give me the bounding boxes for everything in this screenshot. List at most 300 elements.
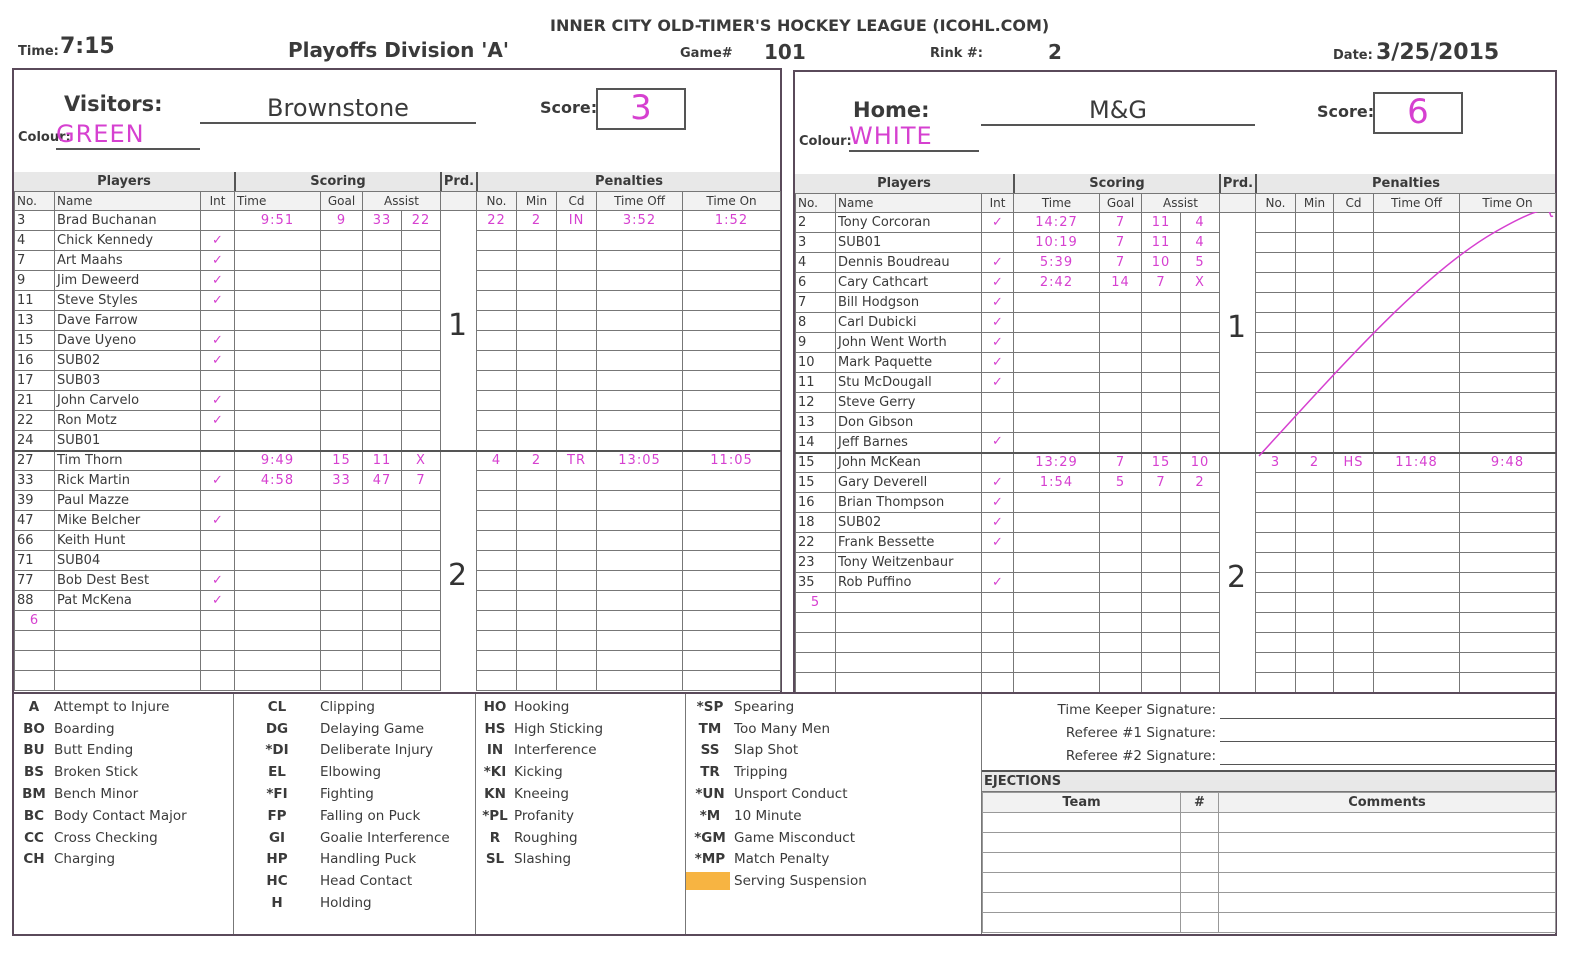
penalty-player-no[interactable] bbox=[477, 411, 517, 431]
penalty-time-off[interactable] bbox=[597, 471, 683, 491]
assist-2[interactable]: 7 bbox=[402, 471, 441, 491]
penalty-time-on[interactable] bbox=[1460, 593, 1556, 613]
player-name[interactable]: John McKean bbox=[836, 453, 982, 473]
assist-1[interactable] bbox=[363, 651, 402, 671]
player-number[interactable]: 4 bbox=[15, 231, 55, 251]
penalty-time-off[interactable]: 13:05 bbox=[597, 451, 683, 471]
penalty-time-on[interactable] bbox=[683, 471, 781, 491]
player-int-check[interactable] bbox=[201, 491, 235, 511]
goal-time[interactable] bbox=[235, 531, 321, 551]
penalty-code[interactable] bbox=[1334, 633, 1374, 653]
penalty-time-on[interactable] bbox=[683, 431, 781, 451]
penalty-player-no[interactable] bbox=[477, 371, 517, 391]
player-int-check[interactable]: ✓ bbox=[982, 573, 1014, 593]
penalty-time-off[interactable] bbox=[597, 291, 683, 311]
penalty-player-no[interactable] bbox=[1256, 653, 1296, 673]
penalty-time-off[interactable] bbox=[1374, 573, 1460, 593]
penalty-code[interactable] bbox=[557, 651, 597, 671]
penalty-time-off[interactable] bbox=[597, 531, 683, 551]
player-int-check[interactable]: ✓ bbox=[201, 331, 235, 351]
penalty-player-no[interactable] bbox=[477, 271, 517, 291]
penalty-time-on[interactable]: 11:05 bbox=[683, 451, 781, 471]
penalty-code[interactable] bbox=[557, 271, 597, 291]
penalty-time-off[interactable] bbox=[597, 631, 683, 651]
penalty-player-no[interactable] bbox=[477, 251, 517, 271]
player-name[interactable]: Brian Thompson bbox=[836, 493, 982, 513]
penalty-player-no[interactable] bbox=[477, 591, 517, 611]
player-name[interactable] bbox=[836, 653, 982, 673]
assist-2[interactable] bbox=[1181, 393, 1220, 413]
player-number[interactable]: 66 bbox=[15, 531, 55, 551]
assist-1[interactable] bbox=[363, 551, 402, 571]
goal-time[interactable]: 10:19 bbox=[1014, 233, 1100, 253]
penalty-player-no[interactable] bbox=[477, 291, 517, 311]
assist-2[interactable] bbox=[402, 651, 441, 671]
player-int-check[interactable]: ✓ bbox=[201, 571, 235, 591]
player-int-check[interactable] bbox=[201, 311, 235, 331]
player-name[interactable]: Chick Kennedy bbox=[55, 231, 201, 251]
penalty-code[interactable] bbox=[557, 231, 597, 251]
assist-1[interactable] bbox=[363, 531, 402, 551]
penalty-player-no[interactable] bbox=[1256, 513, 1296, 533]
player-number[interactable] bbox=[15, 651, 55, 671]
penalty-player-no[interactable] bbox=[477, 651, 517, 671]
player-name[interactable]: Tim Thorn bbox=[55, 451, 201, 471]
referee2-signature-line[interactable] bbox=[1220, 764, 1556, 765]
penalty-time-on[interactable] bbox=[683, 391, 781, 411]
penalty-time-on[interactable] bbox=[683, 371, 781, 391]
penalty-minutes[interactable] bbox=[1296, 653, 1334, 673]
player-name[interactable] bbox=[55, 671, 201, 691]
goal-time[interactable] bbox=[1014, 573, 1100, 593]
penalty-time-off[interactable] bbox=[597, 491, 683, 511]
goal-scorer[interactable] bbox=[1100, 633, 1142, 653]
assist-2[interactable] bbox=[402, 611, 441, 631]
assist-1[interactable] bbox=[1142, 533, 1181, 553]
penalty-time-off[interactable] bbox=[597, 511, 683, 531]
player-name[interactable]: SUB04 bbox=[55, 551, 201, 571]
penalty-minutes[interactable] bbox=[517, 531, 557, 551]
player-int-check[interactable] bbox=[982, 233, 1014, 253]
assist-2[interactable] bbox=[1181, 433, 1220, 453]
player-number[interactable]: 11 bbox=[15, 291, 55, 311]
assist-2[interactable]: 2 bbox=[1181, 473, 1220, 493]
assist-2[interactable] bbox=[402, 271, 441, 291]
penalty-time-on[interactable]: 9:48 bbox=[1460, 453, 1556, 473]
player-int-check[interactable] bbox=[201, 431, 235, 451]
penalty-time-off[interactable] bbox=[597, 591, 683, 611]
player-name[interactable]: SUB01 bbox=[55, 431, 201, 451]
player-int-check[interactable]: ✓ bbox=[982, 473, 1014, 493]
player-name[interactable]: Gary Deverell bbox=[836, 473, 982, 493]
assist-2[interactable] bbox=[402, 251, 441, 271]
assist-1[interactable] bbox=[363, 311, 402, 331]
penalty-time-off[interactable]: 11:48 bbox=[1374, 453, 1460, 473]
assist-2[interactable] bbox=[1181, 573, 1220, 593]
assist-1[interactable] bbox=[1142, 313, 1181, 333]
ejection-row[interactable] bbox=[983, 853, 1556, 873]
ejection-row[interactable] bbox=[983, 833, 1556, 853]
player-int-check[interactable]: ✓ bbox=[982, 373, 1014, 393]
penalty-player-no[interactable] bbox=[1256, 473, 1296, 493]
assist-1[interactable]: 15 bbox=[1142, 453, 1181, 473]
player-name[interactable]: Art Maahs bbox=[55, 251, 201, 271]
assist-1[interactable]: 7 bbox=[1142, 273, 1181, 293]
goal-scorer[interactable] bbox=[321, 271, 363, 291]
assist-1[interactable] bbox=[1142, 593, 1181, 613]
penalty-player-no[interactable] bbox=[477, 571, 517, 591]
player-number[interactable] bbox=[15, 631, 55, 651]
assist-2[interactable] bbox=[1181, 533, 1220, 553]
assist-1[interactable] bbox=[1142, 413, 1181, 433]
penalty-time-on[interactable] bbox=[1460, 493, 1556, 513]
player-int-check[interactable]: ✓ bbox=[201, 391, 235, 411]
goal-scorer[interactable] bbox=[321, 231, 363, 251]
goal-time[interactable] bbox=[235, 231, 321, 251]
penalty-time-on[interactable] bbox=[683, 231, 781, 251]
assist-2[interactable]: 10 bbox=[1181, 453, 1220, 473]
assist-2[interactable] bbox=[402, 491, 441, 511]
penalty-minutes[interactable] bbox=[1296, 513, 1334, 533]
penalty-player-no[interactable] bbox=[477, 351, 517, 371]
goal-time[interactable] bbox=[1014, 373, 1100, 393]
player-number[interactable]: 22 bbox=[15, 411, 55, 431]
player-number[interactable] bbox=[796, 633, 836, 653]
penalty-code[interactable] bbox=[557, 631, 597, 651]
penalty-player-no[interactable] bbox=[477, 231, 517, 251]
penalty-time-off[interactable] bbox=[1374, 633, 1460, 653]
goal-scorer[interactable] bbox=[321, 551, 363, 571]
assist-1[interactable] bbox=[363, 491, 402, 511]
penalty-player-no[interactable] bbox=[477, 551, 517, 571]
assist-2[interactable]: 4 bbox=[1181, 213, 1220, 233]
assist-2[interactable]: 22 bbox=[402, 211, 441, 231]
penalty-minutes[interactable] bbox=[1296, 633, 1334, 653]
penalty-time-on[interactable] bbox=[683, 611, 781, 631]
goal-scorer[interactable]: 9 bbox=[321, 211, 363, 231]
penalty-player-no[interactable]: 22 bbox=[477, 211, 517, 231]
goal-scorer[interactable] bbox=[1100, 613, 1142, 633]
penalty-time-off[interactable] bbox=[597, 371, 683, 391]
goal-scorer[interactable] bbox=[1100, 593, 1142, 613]
penalty-minutes[interactable] bbox=[517, 391, 557, 411]
penalty-code[interactable] bbox=[557, 291, 597, 311]
penalty-time-on[interactable] bbox=[1460, 653, 1556, 673]
player-number[interactable]: 39 bbox=[15, 491, 55, 511]
penalty-time-on[interactable] bbox=[1460, 533, 1556, 553]
goal-scorer[interactable] bbox=[1100, 393, 1142, 413]
penalty-minutes[interactable] bbox=[1296, 613, 1334, 633]
penalty-minutes[interactable] bbox=[517, 651, 557, 671]
player-int-check[interactable] bbox=[982, 593, 1014, 613]
penalty-code[interactable] bbox=[557, 431, 597, 451]
assist-1[interactable] bbox=[363, 351, 402, 371]
penalty-time-on[interactable] bbox=[683, 531, 781, 551]
player-name[interactable]: Brad Buchanan bbox=[55, 211, 201, 231]
player-name[interactable]: John Carvelo bbox=[55, 391, 201, 411]
goal-time[interactable] bbox=[235, 251, 321, 271]
goal-scorer[interactable]: 14 bbox=[1100, 273, 1142, 293]
player-number[interactable]: 5 bbox=[796, 593, 836, 613]
goal-scorer[interactable] bbox=[321, 351, 363, 371]
penalty-time-off[interactable] bbox=[1374, 653, 1460, 673]
penalty-time-off[interactable] bbox=[597, 271, 683, 291]
player-name[interactable] bbox=[836, 633, 982, 653]
player-int-check[interactable] bbox=[982, 393, 1014, 413]
player-number[interactable]: 24 bbox=[15, 431, 55, 451]
assist-2[interactable] bbox=[402, 391, 441, 411]
penalty-time-on[interactable] bbox=[1460, 633, 1556, 653]
player-name[interactable]: Keith Hunt bbox=[55, 531, 201, 551]
goal-scorer[interactable] bbox=[321, 491, 363, 511]
goal-scorer[interactable] bbox=[321, 671, 363, 691]
penalty-minutes[interactable] bbox=[1296, 473, 1334, 493]
penalty-player-no[interactable] bbox=[1256, 593, 1296, 613]
assist-1[interactable]: 11 bbox=[1142, 233, 1181, 253]
player-name[interactable]: Mark Paquette bbox=[836, 353, 982, 373]
player-name[interactable]: Tony Weitzenbaur bbox=[836, 553, 982, 573]
player-int-check[interactable]: ✓ bbox=[982, 353, 1014, 373]
assist-1[interactable] bbox=[1142, 673, 1181, 693]
penalty-code[interactable] bbox=[557, 531, 597, 551]
penalty-minutes[interactable]: 2 bbox=[517, 211, 557, 231]
assist-1[interactable]: 11 bbox=[363, 451, 402, 471]
goal-time[interactable] bbox=[1014, 633, 1100, 653]
goal-time[interactable] bbox=[235, 651, 321, 671]
goal-scorer[interactable] bbox=[321, 631, 363, 651]
player-name[interactable]: Steve Gerry bbox=[836, 393, 982, 413]
player-int-check[interactable]: ✓ bbox=[201, 591, 235, 611]
assist-2[interactable] bbox=[402, 351, 441, 371]
goal-time[interactable] bbox=[1014, 613, 1100, 633]
player-name[interactable]: Dennis Boudreau bbox=[836, 253, 982, 273]
goal-time[interactable] bbox=[235, 671, 321, 691]
assist-2[interactable] bbox=[402, 591, 441, 611]
player-int-check[interactable] bbox=[201, 551, 235, 571]
assist-1[interactable]: 47 bbox=[363, 471, 402, 491]
penalty-time-off[interactable] bbox=[1374, 553, 1460, 573]
penalty-time-off[interactable] bbox=[597, 671, 683, 691]
penalty-code[interactable] bbox=[557, 611, 597, 631]
assist-2[interactable]: X bbox=[1181, 273, 1220, 293]
assist-2[interactable] bbox=[1181, 653, 1220, 673]
penalty-minutes[interactable] bbox=[517, 231, 557, 251]
penalty-time-on[interactable]: 1:52 bbox=[683, 211, 781, 231]
penalty-minutes[interactable] bbox=[517, 551, 557, 571]
penalty-code[interactable] bbox=[557, 671, 597, 691]
penalty-code[interactable] bbox=[1334, 613, 1374, 633]
goal-time[interactable] bbox=[1014, 513, 1100, 533]
player-int-check[interactable] bbox=[982, 633, 1014, 653]
player-name[interactable]: Carl Dubicki bbox=[836, 313, 982, 333]
penalty-minutes[interactable] bbox=[517, 351, 557, 371]
player-int-check[interactable]: ✓ bbox=[201, 411, 235, 431]
goal-scorer[interactable] bbox=[1100, 413, 1142, 433]
assist-2[interactable] bbox=[402, 551, 441, 571]
goal-time[interactable] bbox=[1014, 313, 1100, 333]
player-name[interactable]: Ron Motz bbox=[55, 411, 201, 431]
penalty-time-off[interactable] bbox=[1374, 613, 1460, 633]
player-int-check[interactable]: ✓ bbox=[982, 273, 1014, 293]
goal-scorer[interactable]: 7 bbox=[1100, 253, 1142, 273]
assist-1[interactable] bbox=[1142, 513, 1181, 533]
assist-1[interactable] bbox=[1142, 653, 1181, 673]
player-number[interactable]: 12 bbox=[796, 393, 836, 413]
goal-time[interactable] bbox=[235, 311, 321, 331]
goal-time[interactable] bbox=[1014, 433, 1100, 453]
goal-scorer[interactable] bbox=[321, 251, 363, 271]
assist-2[interactable] bbox=[402, 631, 441, 651]
player-name[interactable]: Dave Uyeno bbox=[55, 331, 201, 351]
player-number[interactable]: 23 bbox=[796, 553, 836, 573]
goal-time[interactable]: 2:42 bbox=[1014, 273, 1100, 293]
penalty-time-on[interactable] bbox=[683, 511, 781, 531]
player-name[interactable]: Bob Dest Best bbox=[55, 571, 201, 591]
player-name[interactable]: Jeff Barnes bbox=[836, 433, 982, 453]
assist-2[interactable] bbox=[1181, 613, 1220, 633]
player-name[interactable]: SUB03 bbox=[55, 371, 201, 391]
goal-time[interactable] bbox=[235, 431, 321, 451]
penalty-code[interactable] bbox=[557, 371, 597, 391]
goal-scorer[interactable]: 5 bbox=[1100, 473, 1142, 493]
assist-2[interactable] bbox=[402, 291, 441, 311]
player-name[interactable]: Frank Bessette bbox=[836, 533, 982, 553]
penalty-time-off[interactable] bbox=[597, 411, 683, 431]
player-number[interactable]: 9 bbox=[796, 333, 836, 353]
penalty-code[interactable] bbox=[1334, 473, 1374, 493]
player-name[interactable]: Steve Styles bbox=[55, 291, 201, 311]
penalty-time-on[interactable] bbox=[1460, 673, 1556, 693]
penalty-player-no[interactable] bbox=[477, 311, 517, 331]
penalty-code[interactable] bbox=[1334, 553, 1374, 573]
player-number[interactable]: 17 bbox=[15, 371, 55, 391]
player-int-check[interactable] bbox=[201, 631, 235, 651]
penalty-code[interactable] bbox=[557, 411, 597, 431]
penalty-time-on[interactable] bbox=[683, 271, 781, 291]
goal-scorer[interactable] bbox=[1100, 553, 1142, 573]
penalty-code[interactable] bbox=[1334, 493, 1374, 513]
penalty-code[interactable] bbox=[557, 311, 597, 331]
penalty-player-no[interactable] bbox=[477, 531, 517, 551]
assist-1[interactable] bbox=[1142, 433, 1181, 453]
assist-2[interactable] bbox=[1181, 553, 1220, 573]
goal-time[interactable] bbox=[235, 291, 321, 311]
player-number[interactable]: 15 bbox=[15, 331, 55, 351]
goal-time[interactable] bbox=[1014, 653, 1100, 673]
penalty-minutes[interactable]: 2 bbox=[517, 451, 557, 471]
goal-scorer[interactable] bbox=[1100, 653, 1142, 673]
assist-2[interactable] bbox=[1181, 353, 1220, 373]
penalty-time-off[interactable] bbox=[1374, 593, 1460, 613]
goal-scorer[interactable] bbox=[1100, 493, 1142, 513]
penalty-player-no[interactable] bbox=[477, 631, 517, 651]
penalty-player-no[interactable] bbox=[477, 391, 517, 411]
penalty-minutes[interactable] bbox=[517, 611, 557, 631]
goal-scorer[interactable]: 15 bbox=[321, 451, 363, 471]
penalty-code[interactable] bbox=[1334, 573, 1374, 593]
player-int-check[interactable] bbox=[982, 413, 1014, 433]
assist-2[interactable] bbox=[1181, 293, 1220, 313]
player-number[interactable]: 27 bbox=[15, 451, 55, 471]
player-number[interactable]: 18 bbox=[796, 513, 836, 533]
penalty-code[interactable]: IN bbox=[557, 211, 597, 231]
goal-time[interactable] bbox=[235, 511, 321, 531]
ejection-row[interactable] bbox=[983, 913, 1556, 933]
penalty-time-on[interactable] bbox=[683, 491, 781, 511]
goal-scorer[interactable]: 7 bbox=[1100, 233, 1142, 253]
player-int-check[interactable]: ✓ bbox=[982, 313, 1014, 333]
player-int-check[interactable] bbox=[201, 671, 235, 691]
player-name[interactable] bbox=[55, 611, 201, 631]
player-name[interactable] bbox=[836, 613, 982, 633]
assist-1[interactable] bbox=[363, 631, 402, 651]
player-number[interactable]: 15 bbox=[796, 453, 836, 473]
goal-time[interactable] bbox=[235, 631, 321, 651]
goal-time[interactable] bbox=[235, 491, 321, 511]
penalty-time-off[interactable] bbox=[597, 611, 683, 631]
penalty-minutes[interactable] bbox=[517, 471, 557, 491]
penalty-time-on[interactable] bbox=[683, 651, 781, 671]
goal-time[interactable] bbox=[235, 391, 321, 411]
goal-time[interactable] bbox=[235, 571, 321, 591]
assist-1[interactable] bbox=[363, 591, 402, 611]
player-name[interactable]: SUB01 bbox=[836, 233, 982, 253]
player-name[interactable]: SUB02 bbox=[836, 513, 982, 533]
player-number[interactable]: 7 bbox=[796, 293, 836, 313]
penalty-time-on[interactable] bbox=[683, 551, 781, 571]
penalty-player-no[interactable] bbox=[477, 331, 517, 351]
goal-time[interactable] bbox=[1014, 553, 1100, 573]
player-number[interactable]: 2 bbox=[796, 213, 836, 233]
assist-2[interactable]: 4 bbox=[1181, 233, 1220, 253]
assist-2[interactable] bbox=[402, 671, 441, 691]
player-int-check[interactable] bbox=[982, 673, 1014, 693]
penalty-time-off[interactable] bbox=[1374, 673, 1460, 693]
penalty-minutes[interactable] bbox=[517, 671, 557, 691]
goal-scorer[interactable] bbox=[1100, 673, 1142, 693]
player-name[interactable]: Pat McKena bbox=[55, 591, 201, 611]
player-number[interactable]: 47 bbox=[15, 511, 55, 531]
assist-1[interactable] bbox=[363, 411, 402, 431]
assist-1[interactable] bbox=[1142, 393, 1181, 413]
penalty-minutes[interactable] bbox=[517, 591, 557, 611]
assist-1[interactable]: 7 bbox=[1142, 473, 1181, 493]
penalty-code[interactable] bbox=[557, 511, 597, 531]
player-int-check[interactable]: ✓ bbox=[982, 293, 1014, 313]
assist-1[interactable] bbox=[1142, 553, 1181, 573]
goal-time[interactable] bbox=[235, 271, 321, 291]
goal-scorer[interactable] bbox=[1100, 573, 1142, 593]
goal-scorer[interactable] bbox=[321, 431, 363, 451]
penalty-time-on[interactable] bbox=[1460, 573, 1556, 593]
penalty-minutes[interactable] bbox=[517, 511, 557, 531]
penalty-code[interactable] bbox=[557, 351, 597, 371]
penalty-minutes[interactable] bbox=[1296, 553, 1334, 573]
player-number[interactable]: 3 bbox=[796, 233, 836, 253]
goal-scorer[interactable] bbox=[321, 611, 363, 631]
player-name[interactable]: SUB02 bbox=[55, 351, 201, 371]
player-name[interactable] bbox=[836, 593, 982, 613]
assist-1[interactable]: 10 bbox=[1142, 253, 1181, 273]
penalty-code[interactable] bbox=[557, 491, 597, 511]
goal-time[interactable]: 14:27 bbox=[1014, 213, 1100, 233]
player-int-check[interactable]: ✓ bbox=[982, 513, 1014, 533]
player-name[interactable] bbox=[55, 651, 201, 671]
player-name[interactable]: John Went Worth bbox=[836, 333, 982, 353]
goal-scorer[interactable] bbox=[321, 411, 363, 431]
goal-scorer[interactable] bbox=[321, 531, 363, 551]
player-number[interactable]: 88 bbox=[15, 591, 55, 611]
